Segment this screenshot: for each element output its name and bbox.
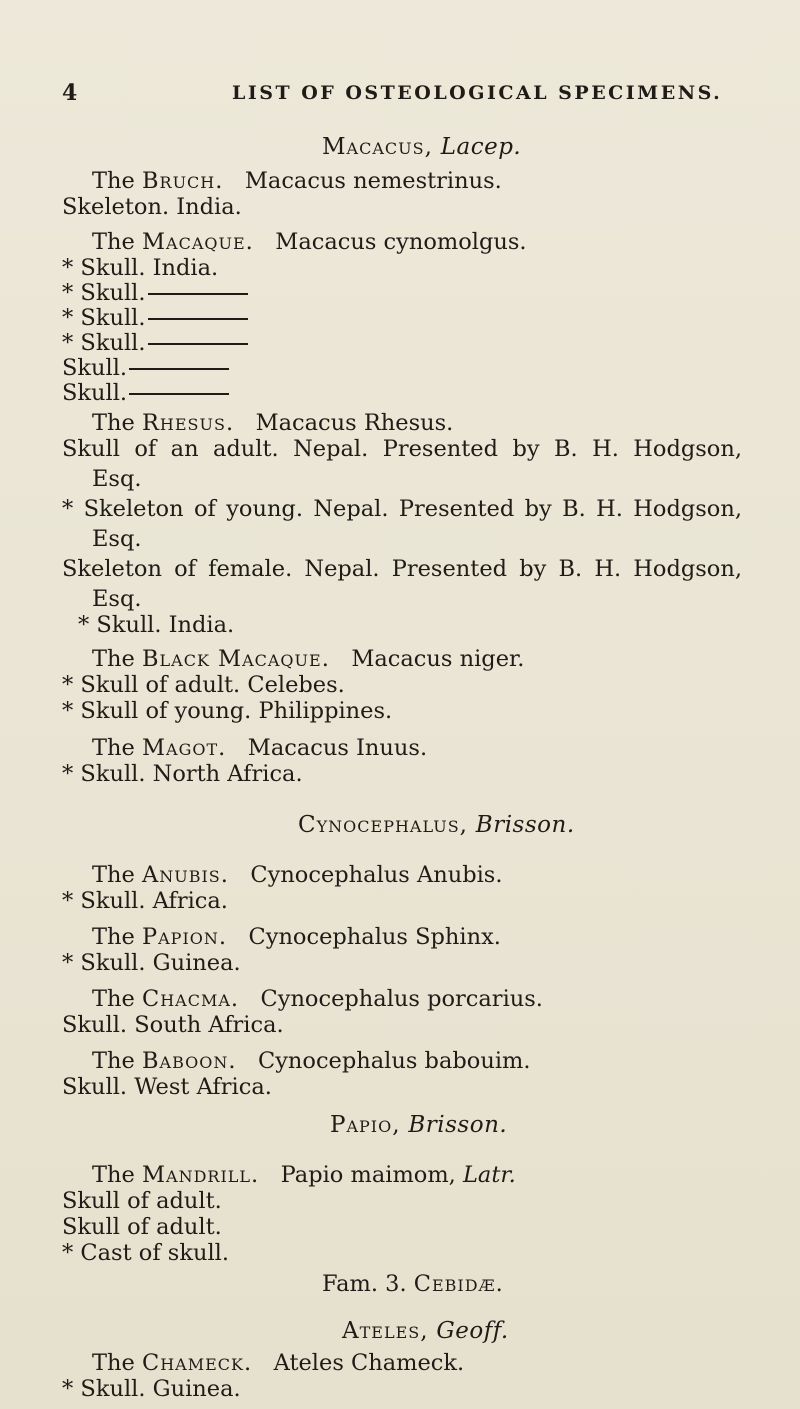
specimen-entry: Skull. xyxy=(62,355,229,381)
genus-heading-papio: Papio, Brisson. xyxy=(330,1112,508,1138)
specimen-entry: * Skull of young. Philippines. xyxy=(62,698,393,724)
species-heading-chacma: The Chacma. Cynocephalus porcarius. xyxy=(92,986,543,1012)
specimen-entry: Skull. xyxy=(62,380,229,406)
genus-heading-macacus: Macacus, Lacep. xyxy=(322,134,522,160)
specimen-entry: * Skull of adult. Celebes. xyxy=(62,672,345,698)
specimen-entry: * Skull. North Africa. xyxy=(62,761,303,787)
page-header xyxy=(0,80,800,110)
species-heading-papion: The Papion. Cynocephalus Sphinx. xyxy=(92,924,501,950)
specimen-entry: * Skull. Africa. xyxy=(62,888,228,914)
specimen-entry: Skull. South Africa. xyxy=(62,1012,284,1038)
specimen-entry: * Skull. Guinea. xyxy=(62,1376,241,1402)
species-heading-baboon: The Baboon. Cynocephalus babouim. xyxy=(92,1048,531,1074)
specimen-entry: * Skull. India. xyxy=(62,255,219,281)
specimen-entry: * Skull. xyxy=(62,280,248,306)
species-heading-bruch: The Bruch. Macacus nemestrinus. xyxy=(92,168,502,194)
species-heading-rhesus: The Rhesus. Macacus Rhesus. xyxy=(92,410,454,436)
genus-heading-ateles: Ateles, Geoff. xyxy=(342,1318,509,1344)
ditto-dash xyxy=(129,368,229,370)
ditto-dash xyxy=(129,393,229,395)
specimen-entry: Skeleton of female. Nepal. Presented by B. H. Hodgson, xyxy=(62,556,742,582)
specimen-entry-continued: Esq. xyxy=(92,586,142,612)
specimen-entry: * Skull. Guinea. xyxy=(62,950,241,976)
species-heading-black-macaque: The Black Macaque. Macacus niger. xyxy=(92,646,525,672)
species-heading-magot: The Magot. Macacus Inuus. xyxy=(92,735,428,761)
page-number: 4 xyxy=(62,80,78,106)
specimen-entry: * Skeleton of young. Nepal. Presented by B. H. Hodgson, xyxy=(62,496,742,522)
ditto-dash xyxy=(148,343,248,345)
species-heading-anubis: The Anubis. Cynocephalus Anubis. xyxy=(92,862,503,888)
specimen-entry: Skull of an adult. Nepal. Presented by B. H. Hodgson, xyxy=(62,436,742,462)
specimen-entry: Skeleton. India. xyxy=(62,194,242,220)
genus-heading-cynocephalus: Cynocephalus, Brisson. xyxy=(298,812,575,838)
species-heading-chameck: The Chameck. Ateles Chameck. xyxy=(92,1350,465,1376)
family-heading: Fam. 3. Cebidæ. xyxy=(322,1271,504,1297)
ditto-dash xyxy=(148,318,248,320)
specimen-entry-continued: Esq. xyxy=(92,526,142,552)
specimen-entry: Skull of adult. xyxy=(62,1214,222,1240)
specimen-entry: Skull of adult. xyxy=(62,1188,222,1214)
specimen-entry: * Cast of skull. xyxy=(62,1240,230,1266)
specimen-entry: * Skull. India. xyxy=(78,612,235,638)
specimen-entry: Skull. West Africa. xyxy=(62,1074,272,1100)
ditto-dash xyxy=(148,293,248,295)
species-heading-macaque: The Macaque. Macacus cynomolgus. xyxy=(92,229,527,255)
species-heading-mandrill: The Mandrill. Papio maimom, Latr. xyxy=(92,1162,516,1188)
running-title: LIST OF OSTEOLOGICAL SPECIMENS. xyxy=(232,82,723,104)
specimen-entry-continued: Esq. xyxy=(92,466,142,492)
specimen-entry: * Skull. xyxy=(62,330,248,356)
specimen-entry: * Skull. xyxy=(62,305,248,331)
